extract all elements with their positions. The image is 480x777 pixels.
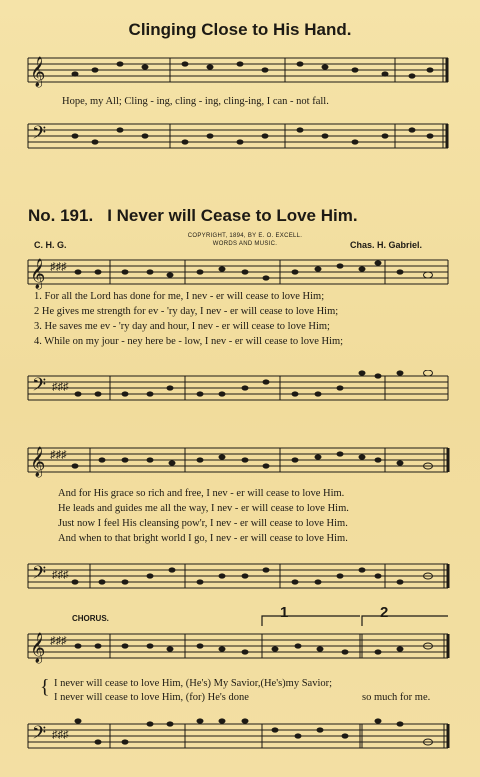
- chorus-line-2b: so much for me.: [362, 692, 431, 703]
- chorus-line-1: I never will cease to love Him, (He's) My Savior,(He's)my Savior;: [54, 678, 333, 689]
- hymn-title: I Never will Cease to Love Him.: [107, 206, 358, 225]
- svg-text:𝄞: 𝄞: [30, 57, 46, 87]
- music-author: Chas. H. Gabriel.: [350, 240, 423, 250]
- svg-text:♯♯♯: ♯♯♯: [52, 729, 69, 741]
- svg-text:♯♯♯: ♯♯♯: [52, 569, 69, 581]
- words-author: C. H. G.: [34, 240, 67, 250]
- verse-line-4a: 4. While on my jour - ney here be - low, I nev - er will cease to love Him;: [34, 336, 344, 347]
- previous-hymn-title: Clinging Close to His Hand.: [128, 20, 352, 39]
- system2-bass-staff: [0, 556, 480, 596]
- svg-text:𝄢: 𝄢: [32, 123, 47, 148]
- svg-text:♯♯♯: ♯♯♯: [50, 635, 67, 647]
- first-ending-mark: 1: [280, 604, 289, 621]
- system1-treble-staff: [0, 252, 480, 292]
- chorus-bass-staff: [0, 716, 480, 756]
- hymn-number: No. 191.: [28, 206, 94, 225]
- chorus-treble-staff: [0, 626, 480, 666]
- svg-text:𝄢: 𝄢: [32, 723, 47, 748]
- svg-text:𝄞: 𝄞: [30, 259, 46, 289]
- svg-text:♯♯♯: ♯♯♯: [50, 449, 67, 461]
- copyright-sub: WORDS AND MUSIC.: [212, 241, 278, 247]
- svg-text:𝄢: 𝄢: [32, 563, 47, 588]
- second-ending-mark: 2: [380, 604, 389, 621]
- prev-treble-staff: [0, 50, 480, 90]
- prev-lyric-line: Hope, my All; Cling - ing, cling - ing, cling-ing, I can - not fall.: [62, 96, 329, 107]
- verse-line-3a: 3. He saves me ev - 'ry day and hour, I nev - er will cease to love Him;: [34, 321, 330, 332]
- verse-line-1b: And for His grace so rich and free, I nev - er will cease to love Him.: [58, 488, 345, 499]
- verse-line-1a: 1. For all the Lord has done for me, I nev - er will cease to love Him;: [34, 291, 325, 302]
- system1-bass-staff: [0, 370, 480, 410]
- chorus-label: CHORUS.: [72, 614, 109, 623]
- volta-brackets: [0, 608, 480, 628]
- chorus-line-2a: I never will cease to love Him, (for) He's done: [54, 692, 249, 703]
- verse-line-4b: And when to that bright world I go, I nev - er will cease to love Him.: [58, 533, 348, 544]
- verse-line-2b: He leads and guides me all the way, I nev - er will cease to love Him.: [58, 503, 349, 514]
- system2-treble-staff: [0, 440, 480, 480]
- verse-line-3b: Just now I feel His cleansing pow'r, I nev - er will cease to love Him.: [58, 518, 348, 529]
- svg-text:𝄢: 𝄢: [32, 375, 47, 400]
- svg-text:𝄞: 𝄞: [30, 633, 46, 663]
- svg-text:♯♯♯: ♯♯♯: [50, 261, 67, 273]
- verse-line-2a: 2 He gives me strength for ev - 'ry day, I nev - er will cease to love Him;: [34, 306, 339, 317]
- prev-bass-staff: [0, 118, 480, 158]
- chorus-brace: {: [40, 676, 50, 698]
- svg-text:𝄞: 𝄞: [30, 447, 46, 477]
- svg-text:♯♯♯: ♯♯♯: [52, 381, 69, 393]
- copyright-notice: COPYRIGHT, 1894, BY E. O. EXCELL.: [187, 233, 303, 239]
- hymn-header: [28, 206, 358, 226]
